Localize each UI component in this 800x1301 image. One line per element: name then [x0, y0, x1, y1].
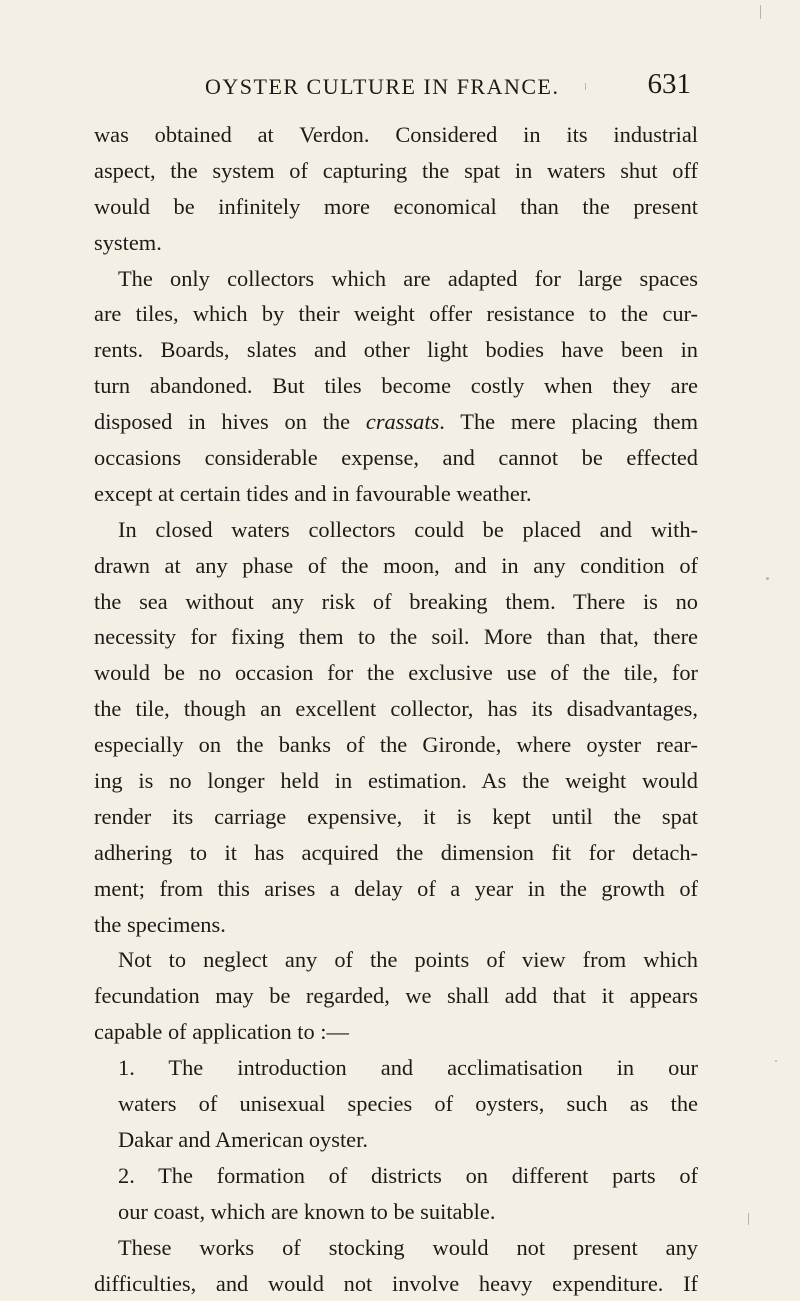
text-line: except at certain tides and in favourable weather.: [94, 476, 698, 512]
text-line: would be infinitely more economical than the present: [94, 189, 698, 225]
paper-speck: [748, 1213, 749, 1225]
text-line: render its carriage expensive, it is kept until the spat: [94, 799, 698, 835]
paper-speck: [585, 83, 586, 90]
paper-speck: [760, 5, 761, 19]
text-line: drawn at any phase of the moon, and in any condition of: [94, 548, 698, 584]
text-line: aspect, the system of capturing the spat in waters shut off: [94, 153, 698, 189]
text-line: adhering to it has acquired the dimension fit for detach-: [94, 835, 698, 871]
text-line: waters of unisexual species of oysters, such as the: [94, 1086, 698, 1122]
header-title: OYSTER CULTURE IN FRANCE.: [205, 74, 560, 100]
text-line: ing is no longer held in estimation. As the weight would: [94, 763, 698, 799]
text-line: 1. The introduction and acclimatisation in our: [94, 1050, 698, 1086]
text-line: are tiles, which by their weight offer resistance to the cur-: [94, 296, 698, 332]
paper-speck: [775, 1060, 777, 1062]
text-line: rents. Boards, slates and other light bodies have been in: [94, 332, 698, 368]
text-line: occasions considerable expense, and cannot be effected: [94, 440, 698, 476]
text-line: Dakar and American oyster.: [94, 1122, 698, 1158]
italic-term: crassats: [366, 409, 439, 434]
text-line: would be no occasion for the exclusive use of the tile, for: [94, 655, 698, 691]
text-line: Not to neglect any of the points of view from which: [94, 942, 698, 978]
page-number: 631: [648, 68, 692, 101]
text-line: disposed in hives on the crassats. The mere placing them: [94, 404, 698, 440]
text-line: the sea without any risk of breaking them. There is no: [94, 584, 698, 620]
text-line: necessity for fixing them to the soil. More than that, there: [94, 619, 698, 655]
paper-speck: [766, 577, 769, 580]
text-line: turn abandoned. But tiles become costly when they are: [94, 368, 698, 404]
text-line: the tile, though an excellent collector, has its disadvantages,: [94, 691, 698, 727]
text-line: The only collectors which are adapted for large spaces: [94, 261, 698, 297]
text-line: was obtained at Verdon. Considered in its industrial: [94, 117, 698, 153]
text-line: ment; from this arises a delay of a year in the growth of: [94, 871, 698, 907]
text-line: capable of application to :—: [94, 1014, 698, 1050]
running-header: [205, 68, 695, 108]
text-line: our coast, which are known to be suitable.: [94, 1194, 698, 1230]
text-line: difficulties, and would not involve heavy expenditure. If: [94, 1266, 698, 1301]
text-line: These works of stocking would not present any: [94, 1230, 698, 1266]
text-line: 2. The formation of districts on different parts of: [94, 1158, 698, 1194]
text-line: the specimens.: [94, 907, 698, 943]
text-line: In closed waters collectors could be placed and with-: [94, 512, 698, 548]
text-line: fecundation may be regarded, we shall add that it appears: [94, 978, 698, 1014]
text-line: especially on the banks of the Gironde, where oyster rear-: [94, 727, 698, 763]
body-text: [94, 117, 698, 1301]
text-line: system.: [94, 225, 698, 261]
